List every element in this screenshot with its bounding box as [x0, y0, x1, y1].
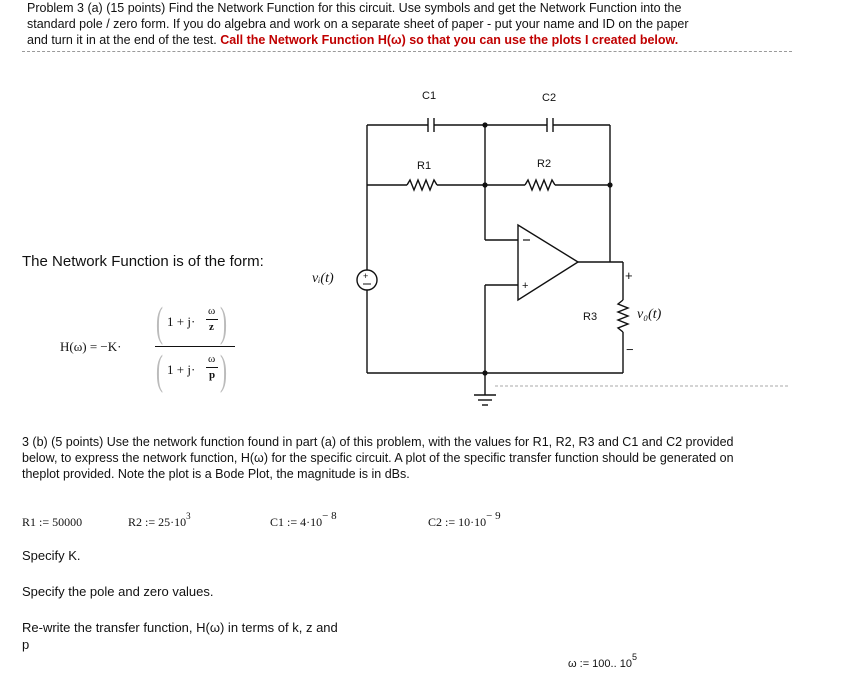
label-vo: v₀(t)	[637, 307, 662, 322]
value-r2	[128, 511, 191, 530]
op-amp-plus-sign: +	[522, 280, 529, 292]
value-r2-exp: 3	[186, 511, 191, 521]
node-top	[482, 122, 487, 127]
den-one-plus-j: 1 + j·	[167, 362, 196, 377]
formula-lhs: H(ω) = −K·	[60, 339, 122, 354]
question-rewrite-cont: p	[22, 637, 30, 652]
r1-zigzag	[407, 180, 437, 190]
label-c1: C1	[422, 90, 437, 102]
label-r1: R1	[417, 160, 432, 172]
label-r3: R3	[583, 311, 598, 323]
vo-plus-sign: +	[625, 268, 633, 283]
r2-zigzag	[525, 180, 555, 190]
value-c2	[428, 510, 501, 530]
value-c1-exp: − 8	[322, 510, 337, 522]
vo-minus-sign: −	[626, 342, 634, 357]
value-c1-base: C1 := 4·10	[270, 515, 323, 529]
question-rewrite: Re-write the transfer function, H(ω) in terms of k, z and	[22, 620, 338, 635]
omega-range	[568, 652, 637, 670]
label-c2: C2	[542, 92, 557, 104]
problem-line-1: Problem 3 (a) (15 points) Find the Network Function for this circuit. Use symbols and get the Network Function into the	[27, 1, 682, 15]
num-omega: ω	[208, 305, 216, 317]
question-pole-zero: Specify the pole and zero values.	[22, 584, 214, 599]
node-right-mid	[607, 182, 612, 187]
value-r2-base: R2 := 25·10	[128, 515, 187, 529]
value-c2-base: C2 := 10·10	[428, 515, 487, 529]
num-left-paren: (	[156, 300, 163, 346]
num-one-plus-j: 1 + j·	[167, 314, 196, 329]
value-c2-exp: − 9	[486, 510, 501, 522]
omega-range-base: ω := 100.. 10	[568, 658, 632, 670]
part-b-line-3: theplot provided. Note the plot is a Bode Plot, the magnitude is in dBs.	[22, 467, 410, 481]
den-omega: ω	[208, 353, 216, 365]
question-k: Specify K.	[22, 548, 81, 563]
num-z: z	[209, 321, 214, 333]
den-right-paren: )	[220, 348, 227, 394]
den-p: p	[209, 369, 216, 381]
part-b-line-2: below, to express the network function, H(ω) for the specific circuit. A plot of the specific transfer function should be generated on	[22, 451, 734, 465]
source-plus-sign: +	[363, 271, 369, 281]
omega-range-exp: 5	[631, 652, 637, 662]
node-ground	[482, 370, 487, 375]
label-r2: R2	[537, 158, 552, 170]
value-r1: R1 := 50000	[22, 515, 83, 529]
value-c1	[270, 510, 337, 530]
problem-line-2: standard pole / zero form. If you do algebra and work on a separate sheet of paper - put your name and ID on the paper	[27, 17, 689, 31]
form-intro: The Network Function is of the form:	[22, 253, 264, 270]
label-vi: vᵢ(t)	[312, 271, 334, 286]
r3-zigzag	[618, 300, 628, 332]
num-right-paren: )	[220, 300, 227, 346]
den-left-paren: (	[156, 348, 163, 394]
node-mid	[482, 182, 487, 187]
problem-instruction-red: Call the Network Function H(ω) so that you can use the plots I created below.	[220, 33, 679, 47]
problem-line-3-text: and turn it in at the end of the test.	[27, 33, 221, 47]
part-b-line-1: 3 (b) (5 points) Use the network function found in part (a) of this problem, with the values for R1, R2, R3 and C1 and C2 provided	[22, 435, 734, 449]
